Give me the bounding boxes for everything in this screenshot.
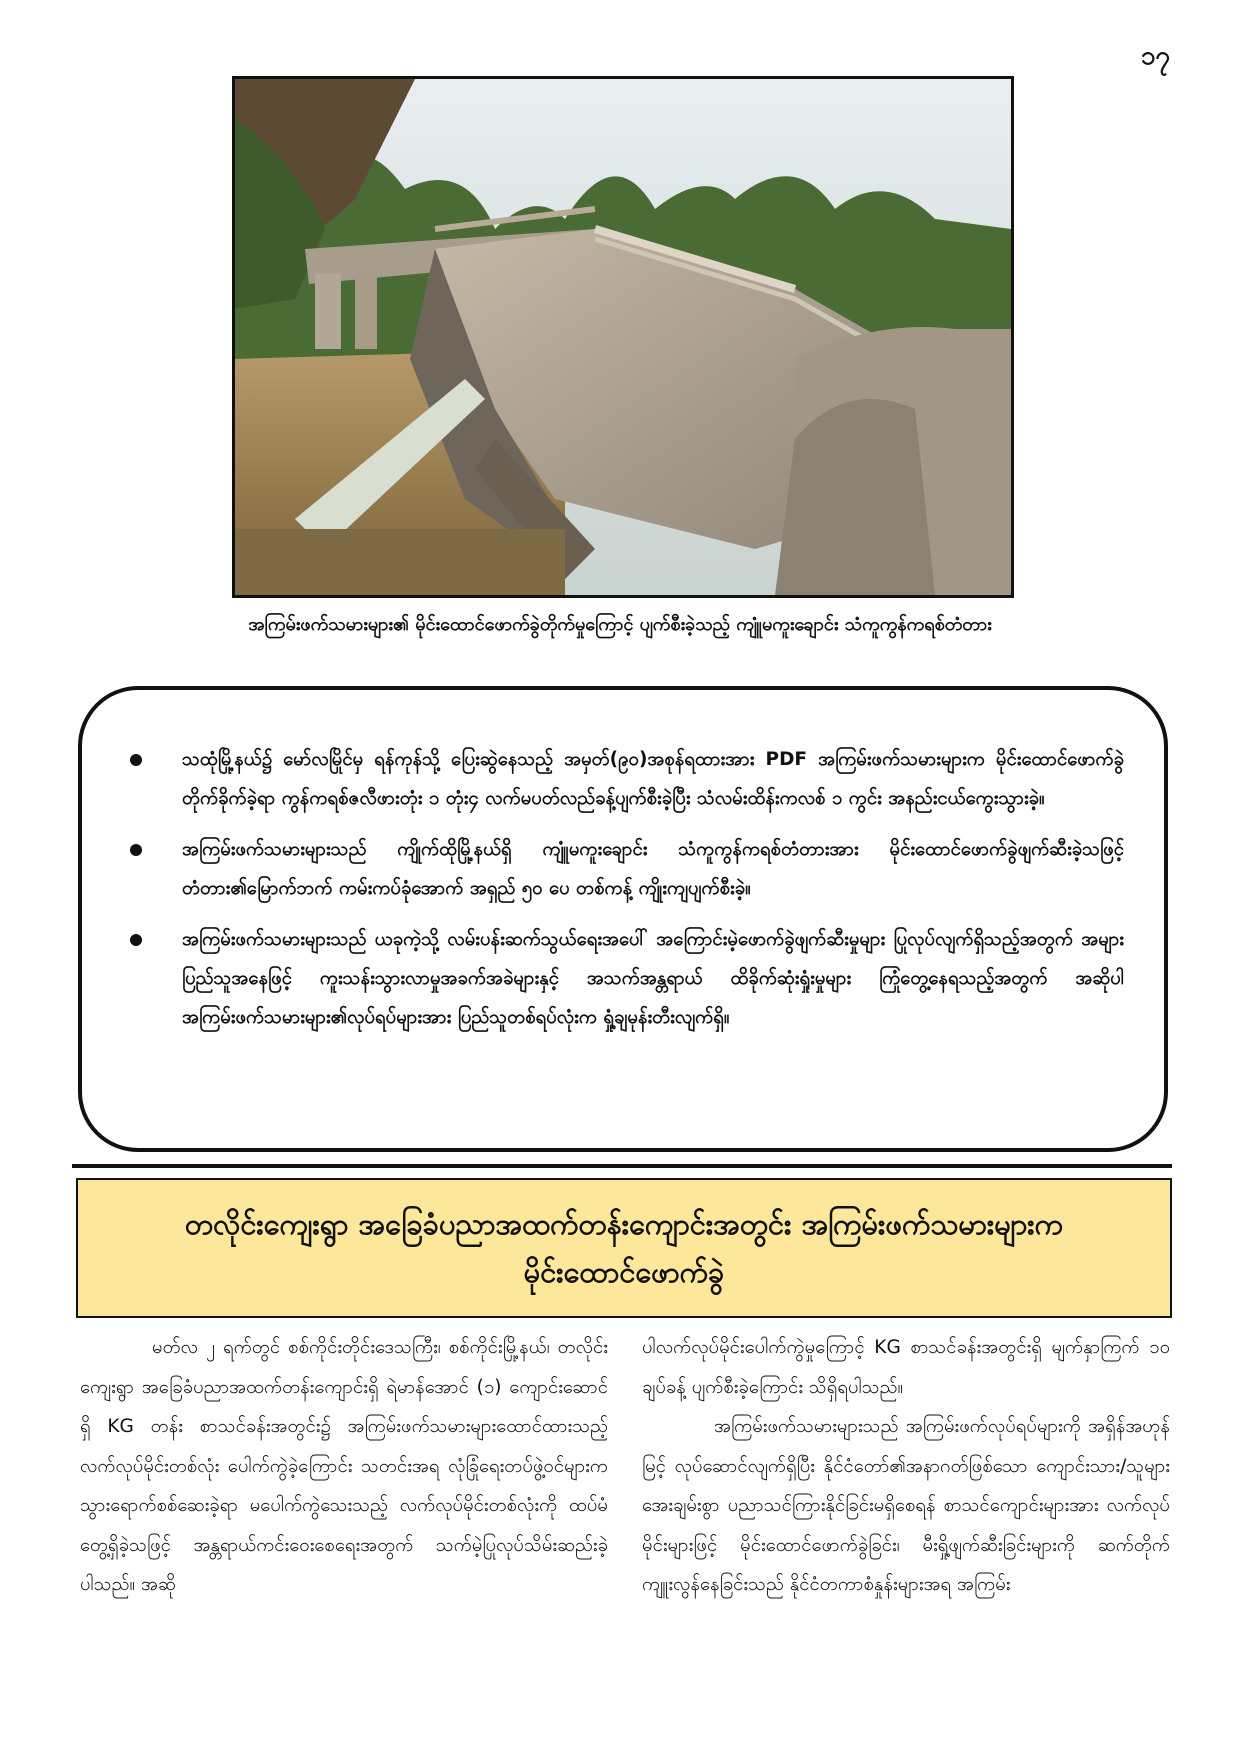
article-paragraph: အကြမ်းဖက်သမားများသည် အကြမ်းဖက်လုပ်ရပ်များကို အရှိန်အဟုန်မြင့် လုပ်ဆောင်လျက်ရှိပြီး နိုင်ငံတော်၏အနာဂတ်ဖြစ်သော ကျောင်းသား/သူများ အေးချမ်းစွာ ပညာသင်ကြားနိုင်ခြင်းမရှိစေရန် စာသင်ကျောင်းများအား လက်လုပ်မိုင်းများဖြင့် မိုင်းထောင်ဖောက်ခွဲခြင်း၊ မီးရှို့ဖျက်ဆီးခြင်းများကို ဆက်တိုက်ကျူးလွန်နေခြင်းသည် နိုင်ငံတကာစံနှုန်းများအရ အကြမ်း bbox=[642, 1416, 1170, 1595]
bridge-photo-illustration bbox=[235, 79, 1011, 595]
bullet-list bbox=[122, 740, 1124, 1037]
bullet-item bbox=[122, 740, 1124, 818]
bullet-text: သထုံမြို့နယ်၌ မော်လမြိုင်မှ ရန်ကုန်သို့ ပြေးဆွဲနေသည့် အမှတ်(၉၀)အစုန်ရထားအား PDF အကြမ်းဖက်သမားများက မိုင်းထောင်ဖောက်ခွဲတိုက်ခိုက်ခဲ့ရာ ကွန်ကရစ်ဇလီဖားတုံး ၁ တုံး၄ လက်မပတ်လည်ခန့်ပျက်စီးခဲ့ပြီး သံလမ်းထိန်းကလစ် ၁ ကွင်း အနည်းငယ်ကွေးသွားခဲ့။ bbox=[182, 749, 1124, 809]
article-headline bbox=[76, 1178, 1172, 1318]
bullet-dot-icon bbox=[130, 934, 142, 946]
bullet-text: အကြမ်းဖက်သမားများသည် ကျိုက်ထိုမြို့နယ်ရှိ ကျူံမကူးချောင်း သံကူကွန်ကရစ်တံတားအား မိုင်းထောင်ဖောက်ခွဲဖျက်ဆီးခဲ့သဖြင့် တံတား၏မြောက်ဘက် ကမ်းကပ်ခုံအောက် အရှည် ၅၀ ပေ တစ်ကန့် ကျိုးကျပျက်စီးခဲ့။ bbox=[182, 839, 1124, 899]
article-paragraph: မတ်လ ၂ ရက်တွင် စစ်ကိုင်းတိုင်းဒေသကြီး၊ စစ်ကိုင်းမြို့နယ်၊ တလိုင်းကျေးရွာ အခြေခံပညာအထက်တန်းကျောင်းရှိ ရဲမာန်အောင် (၁) ကျောင်းဆောင်ရှိ KG တန်း စာသင်ခန်းအတွင်း၌ အကြမ်းဖက်သမားများထောင်ထားသည့် လက်လုပ်မိုင်းတစ်လုံး ပေါက်ကွဲခဲ့ကြောင်း သတင်းအရ လုံခြုံရေးတပ်ဖွဲ့ဝင်များက သွားရောက်စစ်ဆေးခဲ့ရာ မပေါက်ကွဲသေးသည့် လက်လုပ်မိုင်းတစ်လုံးကို ထပ်မံတွေ့ရှိခဲ့သဖြင့် အန္တရာယ်ကင်းဝေးစေရေးအတွက် သက်မဲ့ပြုလုပ်သိမ်းဆည်းခဲ့ပါသည်။ အဆို bbox=[80, 1337, 608, 1595]
page-number: ၁၇ bbox=[1140, 41, 1170, 71]
bullet-item bbox=[122, 830, 1124, 908]
article-column-left bbox=[80, 1328, 608, 1605]
article-paragraph: ပါလက်လုပ်မိုင်းပေါက်ကွဲမှုကြောင့် KG စာသင်ခန်းအတွင်းရှိ မျက်နှာကြက် ၁၀ ချပ်ခန့် ပျက်စီးခဲ့ကြောင်း သိရှိရပါသည်။ bbox=[642, 1337, 1170, 1398]
section-divider bbox=[72, 1164, 1172, 1168]
bullet-item bbox=[122, 920, 1124, 1037]
bullet-text: အကြမ်းဖက်သမားများသည် ယခုကဲ့သို့ လမ်းပန်းဆက်သွယ်ရေးအပေါ် အကြောင်းမဲ့ဖောက်ခွဲဖျက်ဆီးမှုများ ပြုလုပ်လျက်ရှိသည့်အတွက် အများပြည်သူအနေဖြင့် ကူးသန်းသွားလာမှုအခက်အခဲများနှင့် အသက်အန္တရာယ် ထိခိုက်ဆုံးရှုံးမှုများ ကြုံတွေ့နေရသည့်အတွက် အဆိုပါအကြမ်းဖက်သမားများ၏လုပ်ရပ်များအား ပြည်သူတစ်ရပ်လုံးက ရှုံ့ချမုန်းတီးလျက်ရှိ။ bbox=[182, 929, 1124, 1028]
article-column-right bbox=[642, 1328, 1170, 1605]
headline-line-1: တလိုင်းကျေးရွာ အခြေခံပညာအထက်တန်းကျောင်းအတွင်း အကြမ်းဖက်သမားများက bbox=[184, 1207, 1064, 1241]
bridge-photo bbox=[232, 76, 1014, 598]
headline-line-2: မိုင်းထောင်ဖောက်ခွဲ bbox=[523, 1255, 725, 1289]
summary-box bbox=[78, 686, 1168, 1152]
bullet-dot-icon bbox=[130, 844, 142, 856]
bullet-dot-icon bbox=[130, 754, 142, 766]
photo-caption: အကြမ်းဖက်သမားများ၏ မိုင်းထောင်ဖောက်ခွဲတိုက်မှုကြောင့် ပျက်စီးခဲ့သည့် ကျူံမကူးချောင်း သံကူကွန်ကရစ်တံတား bbox=[248, 614, 992, 635]
